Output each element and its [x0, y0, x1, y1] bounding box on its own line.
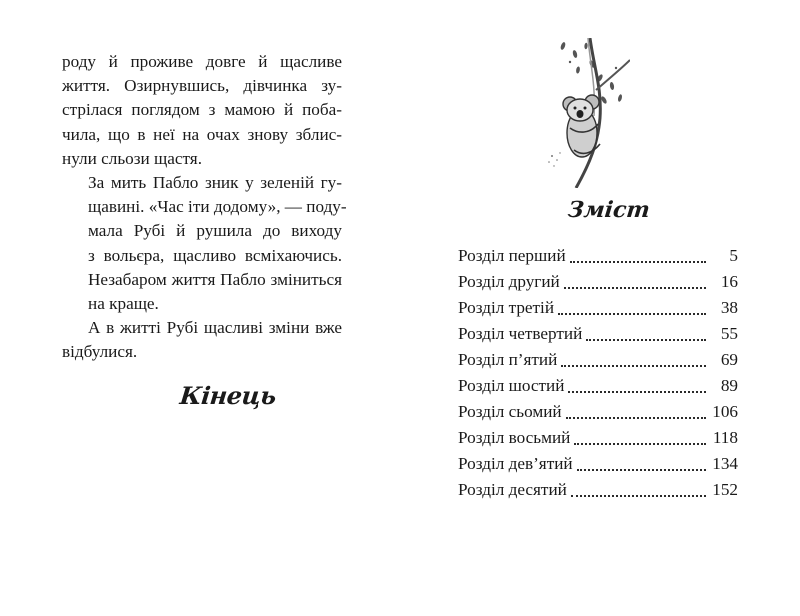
toc-leader-dots: [564, 287, 706, 289]
text-line: з вольєра, щасливо всміхаючись.: [88, 245, 342, 265]
toc-leader-dots: [571, 495, 706, 497]
text-line: стрілася поглядом з мамою й поба-: [62, 100, 342, 120]
toc-entry: [458, 295, 738, 321]
text-line: Незабаром життя Пабло зміниться: [88, 269, 342, 289]
toc-leader-dots: [566, 417, 706, 419]
toc-entry-label: Розділ дев’ятий: [458, 454, 573, 473]
toc-entry: [458, 373, 738, 399]
toc-entry-label: Розділ п’ятий: [458, 350, 558, 369]
toc-entry-page: 152: [712, 480, 738, 499]
text-line: відбулися.: [62, 342, 138, 362]
text-line: на краще.: [88, 294, 159, 314]
toc-entry: [458, 399, 738, 425]
toc-entry: [458, 321, 738, 347]
toc-entry-page: 16: [720, 272, 738, 291]
toc-leader-dots: [577, 469, 706, 471]
toc-entry: [458, 269, 738, 295]
toc-entry-page: 38: [720, 298, 738, 317]
toc-entry-page: 69: [720, 350, 738, 369]
toc-entry-label: Розділ сьомий: [458, 402, 562, 421]
toc-leader-dots: [558, 313, 706, 315]
text-line: За мить Пабло зник у зеленій гу-: [88, 173, 342, 193]
text-line: життя. Озирнувшись, дівчинка зу-: [62, 76, 342, 96]
toc-entry: [458, 451, 738, 477]
toc-entry-page: 106: [712, 402, 738, 421]
the-end-heading: Кінець: [178, 381, 278, 410]
paragraph-2: [62, 171, 347, 316]
paragraph-3: [62, 316, 342, 364]
koala-on-branch-icon: [530, 38, 630, 188]
text-line: А в житті Рубі щасливі зміни вже: [88, 318, 342, 338]
toc-entry-page: 118: [712, 428, 738, 447]
toc-entry-page: 5: [729, 246, 738, 265]
text-line: мала Рубі й рушила до виходу: [88, 221, 342, 241]
toc-entry: [458, 243, 738, 269]
toc-entry-label: Розділ восьмий: [458, 428, 571, 447]
paragraph-1: [62, 50, 342, 171]
toc-entry: [458, 347, 738, 373]
toc-leader-dots: [570, 261, 706, 263]
toc-entry-page: 89: [720, 376, 738, 395]
text-line: роду й проживе довге й щасливе: [62, 52, 342, 71]
right-page: [400, 0, 800, 616]
toc-leader-dots: [574, 443, 706, 445]
text-line: чила, що в неї на очах знову зблис-: [62, 124, 342, 144]
text-line: нули сльози щастя.: [62, 148, 203, 168]
table-of-contents: [458, 243, 738, 503]
toc-entry-label: Розділ перший: [458, 246, 566, 265]
toc-leader-dots: [561, 365, 706, 367]
toc-entry-label: Розділ другий: [458, 272, 560, 291]
toc-leader-dots: [586, 339, 706, 341]
toc-title: Зміст: [566, 197, 652, 223]
toc-entry: [458, 477, 738, 503]
toc-entry-page: 55: [720, 324, 738, 343]
toc-entry-label: Розділ четвертий: [458, 324, 583, 343]
toc-entry-label: Розділ третій: [458, 298, 555, 317]
toc-entry-label: Розділ шостий: [458, 376, 565, 395]
story-text: [62, 50, 347, 365]
toc-entry-page: 134: [712, 454, 738, 473]
toc-entry: [458, 425, 738, 451]
toc-entry-label: Розділ десятий: [458, 480, 567, 499]
text-line: щавині. «Час іти додому», — поду-: [88, 197, 347, 217]
toc-leader-dots: [568, 391, 706, 393]
